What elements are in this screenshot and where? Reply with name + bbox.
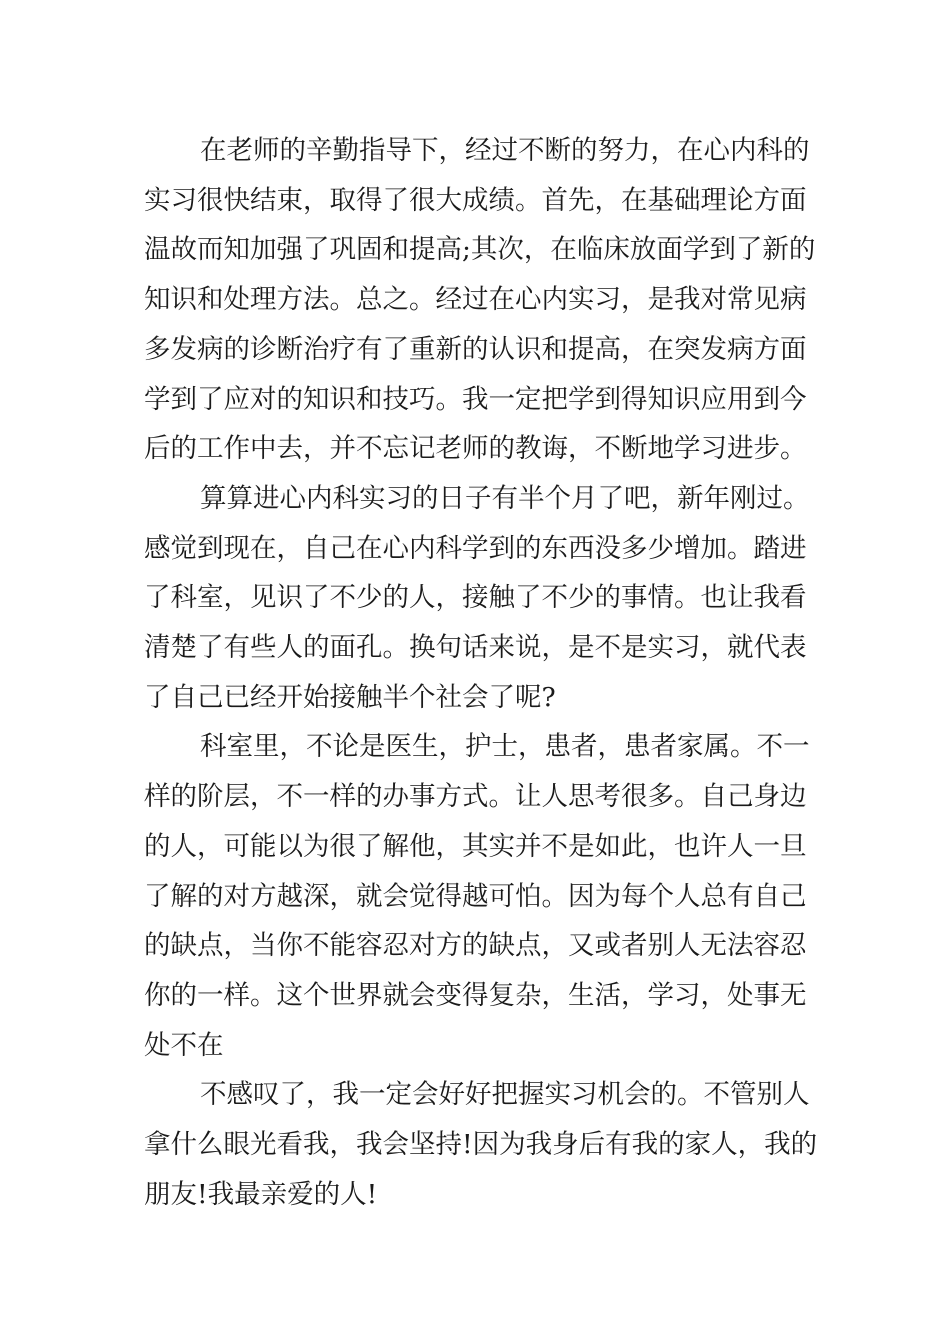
paragraph-line: 样的阶层，不一样的办事方式。让人思考很多。自己身边: [144, 781, 807, 813]
paragraph-line: 学到了应对的知识和技巧。我一定把学到得知识应用到今: [144, 383, 807, 415]
paragraph-line: 在老师的辛勤指导下，经过不断的努力，在心内科的: [200, 135, 810, 166]
paragraph-line: 了解的对方越深，就会觉得越可怕。因为每个人总有自己: [144, 880, 807, 912]
paragraph-line: 了科室，见识了不少的人，接触了不少的事情。也让我看: [144, 582, 807, 614]
paragraph-line: 处不在: [144, 1029, 224, 1061]
paragraph-line: 算算进心内科实习的日子有半个月了吧，新年刚过。: [200, 482, 810, 514]
paragraph-line: 科室里，不论是医生，护士，患者，患者家属。不一: [200, 731, 810, 763]
paragraph-1: [144, 126, 816, 474]
paragraph-line: 知识和处理方法。总之。经过在心内实习，是我对常见病: [144, 284, 807, 316]
paragraph-line: 的人，可能以为很了解他，其实并不是如此，也许人一旦: [144, 830, 807, 862]
paragraph-line: 实习很快结束，取得了很大成绩。首先，在基础理论方面: [144, 184, 807, 216]
paragraph-line: 了自己已经开始接触半个社会了呢?: [144, 681, 556, 713]
paragraph-line: 后的工作中去，并不忘记老师的教诲，不断地学习进步。: [144, 433, 807, 465]
paragraph-line: 清楚了有些人的面孔。换句话来说，是不是实习，就代表: [144, 632, 807, 664]
paragraph-line: 的缺点，当你不能容忍对方的缺点，又或者别人无法容忍: [144, 930, 807, 962]
paragraph-2: [144, 474, 808, 723]
paragraph-line: 温故而知加强了巩固和提高;其次，在临床放面学到了新的: [144, 234, 816, 266]
paragraph-line: 多发病的诊断治疗有了重新的认识和提高，在突发病方面: [144, 333, 807, 365]
paragraph-line: 朋友!我最亲爱的人!: [144, 1178, 378, 1210]
document-body: [144, 126, 818, 1219]
paragraph-line: 不感叹了，我一定会好好把握实习机会的。不管别人: [200, 1079, 810, 1111]
paragraph-line: 感觉到现在，自己在心内科学到的东西没多少增加。踏进: [144, 532, 807, 564]
paragraph-line: 拿什么眼光看我，我会坚持!因为我身后有我的家人，我的: [144, 1129, 818, 1161]
paragraph-line: 你的一样。这个世界就会变得复杂，生活，学习，处事无: [144, 979, 807, 1011]
paragraph-4: [144, 1070, 818, 1219]
paragraph-3: [144, 722, 808, 1070]
